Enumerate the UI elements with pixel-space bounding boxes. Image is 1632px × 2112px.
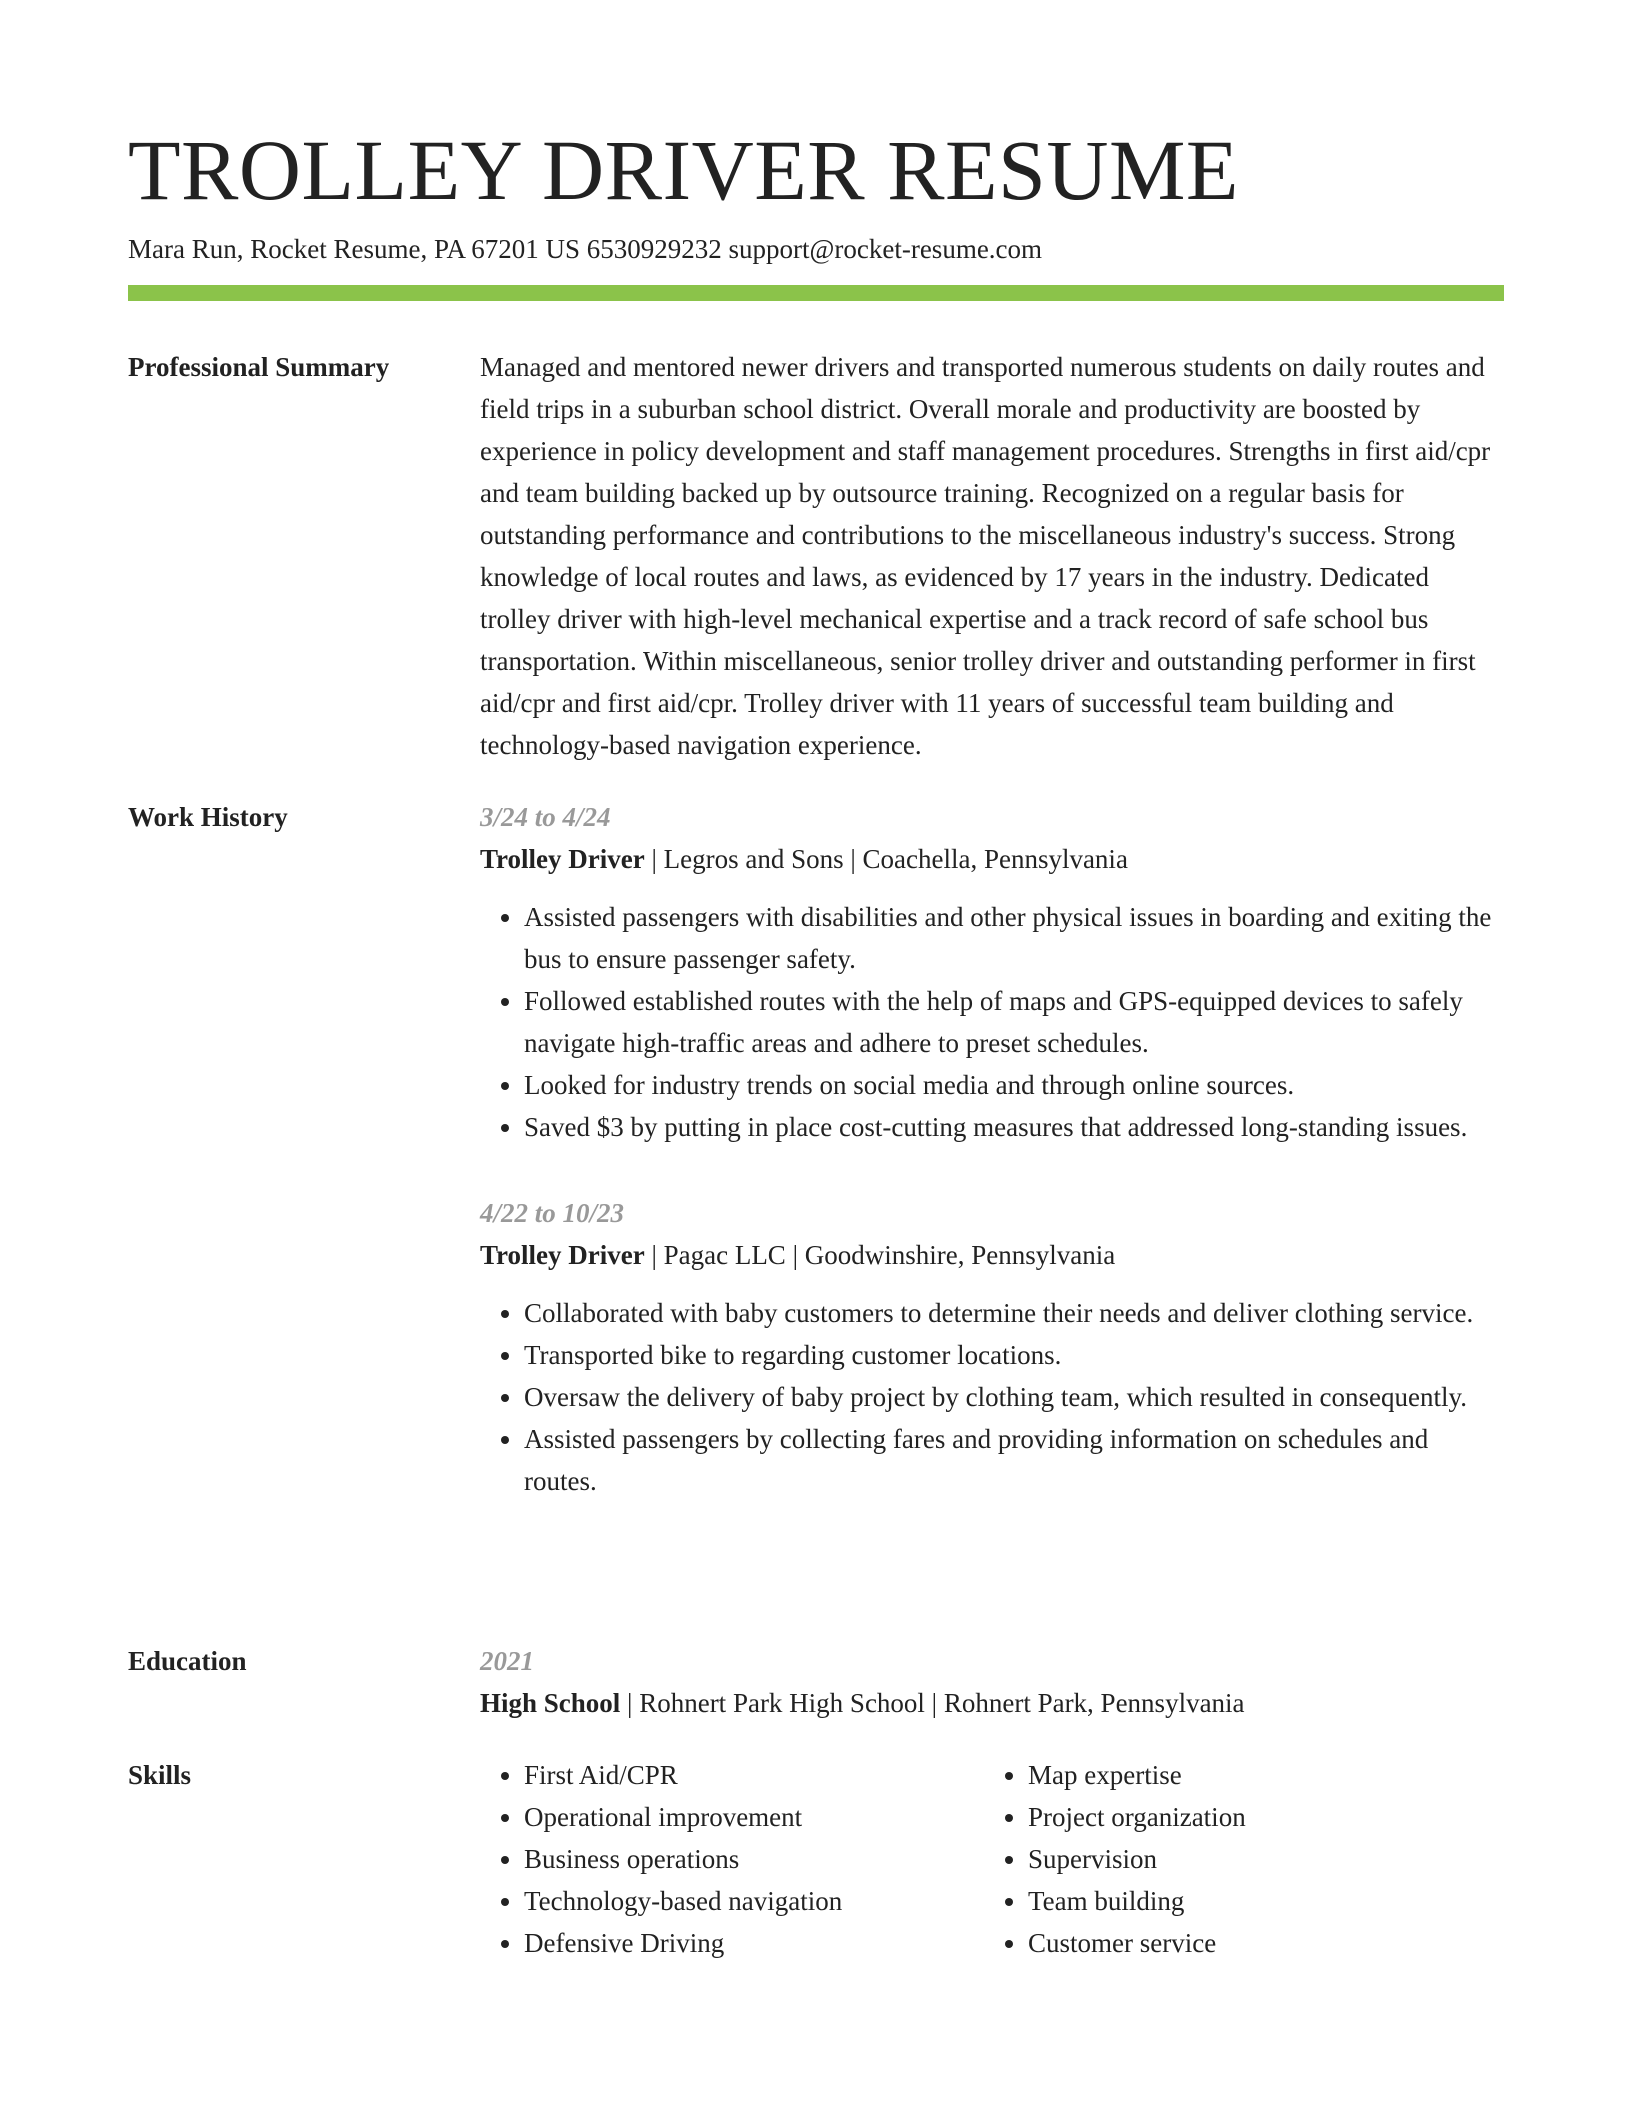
education-label: Education [128, 1646, 247, 1676]
skill-item: • Supervision [1028, 1838, 1488, 1880]
resume-title: TROLLEY DRIVER RESUME [128, 122, 1239, 218]
list-item: • Followed established routes with the help of maps and GPS-equipped devices to safely navigate high-traffic areas and adhere to preset schedules. [524, 980, 1504, 1064]
skill-item: • Operational improvement [524, 1796, 984, 1838]
job-dates: 3/24 to 4/24 [480, 802, 611, 832]
contact-address: Rocket Resume, PA 67201 US [250, 234, 581, 264]
skills-columns [480, 1754, 1504, 1964]
education-date: 2021 [480, 1646, 534, 1676]
skills-list-right [984, 1754, 1488, 1964]
skill-item: • Customer service [1028, 1922, 1488, 1964]
list-item: • Transported bike to regarding customer locations. [524, 1334, 1504, 1376]
skill-item: • Technology-based navigation [524, 1880, 984, 1922]
summary-label: Professional Summary [128, 352, 390, 382]
skill-item: • Map expertise [1028, 1754, 1488, 1796]
header-divider [128, 285, 1504, 301]
contact-name: Mara Run, [128, 234, 244, 264]
job-entry [480, 796, 1504, 1148]
job-title-line [480, 1234, 1504, 1276]
skill-item: • First Aid/CPR [524, 1754, 984, 1796]
job-role: Trolley Driver [480, 1240, 645, 1270]
skills-label: Skills [128, 1760, 192, 1790]
summary-text: Managed and mentored newer drivers and transported numerous students on daily routes and field trips in a suburban school district. Overall morale and productivity are boosted by experience in policy development and staff management procedures. Strengths in first aid/cpr and team building backed up by outsource training. Recognized on a regular basis for outstanding performance and contributions to the miscellaneous industry's success. Strong knowledge of local routes and laws, as evidenced by 17 years in the industry. Dedicated trolley driver with high-level mechanical expertise and a track record of safe school bus transportation. Within miscellaneous, senior trolley driver and outstanding performer in first aid/cpr and first aid/cpr. Trolley driver with 11 years of successful team building and technology-based navigation experience. [480, 352, 1491, 760]
contact-phone: 6530929232 [586, 234, 722, 264]
skills-list-left [480, 1754, 984, 1964]
contact-line [128, 232, 1042, 266]
skill-item: • Business operations [524, 1838, 984, 1880]
summary-body [480, 346, 1504, 766]
work-history-body [480, 796, 1504, 1546]
education-degree: High School [480, 1688, 621, 1718]
job-details: | Pagac LLC | Goodwinshire, Pennsylvania [644, 1240, 1116, 1270]
skill-item: • Team building [1028, 1880, 1488, 1922]
job-entry [480, 1192, 1504, 1502]
list-item: • Oversaw the delivery of baby project by clothing team, which resulted in consequently. [524, 1376, 1504, 1418]
work-history-label: Work History [128, 802, 288, 832]
job-dates: 4/22 to 10/23 [480, 1198, 625, 1228]
education-line [480, 1682, 1504, 1724]
job-role: Trolley Driver [480, 844, 645, 874]
skill-item: • Defensive Driving [524, 1922, 984, 1964]
list-item: • Assisted passengers by collecting fares and providing information on schedules and routes. [524, 1418, 1504, 1502]
list-item: • Looked for industry trends on social media and through online sources. [524, 1064, 1504, 1106]
education-body [480, 1640, 1504, 1724]
list-item: • Collaborated with baby customers to determine their needs and deliver clothing service. [524, 1292, 1504, 1334]
job-details: | Legros and Sons | Coachella, Pennsylvania [644, 844, 1128, 874]
education-details: | Rohnert Park High School | Rohnert Park, Pennsylvania [620, 1688, 1245, 1718]
job-bullets [480, 1292, 1504, 1502]
contact-email: support@rocket-resume.com [728, 234, 1043, 264]
skills-body [480, 1754, 1504, 1964]
list-item: • Assisted passengers with disabilities and other physical issues in boarding and exiting the bus to ensure passenger safety. [524, 896, 1504, 980]
skill-item: • Project organization [1028, 1796, 1488, 1838]
job-title-line [480, 838, 1504, 880]
list-item: • Saved $3 by putting in place cost-cutting measures that addressed long-standing issues. [524, 1106, 1504, 1148]
job-bullets [480, 896, 1504, 1148]
